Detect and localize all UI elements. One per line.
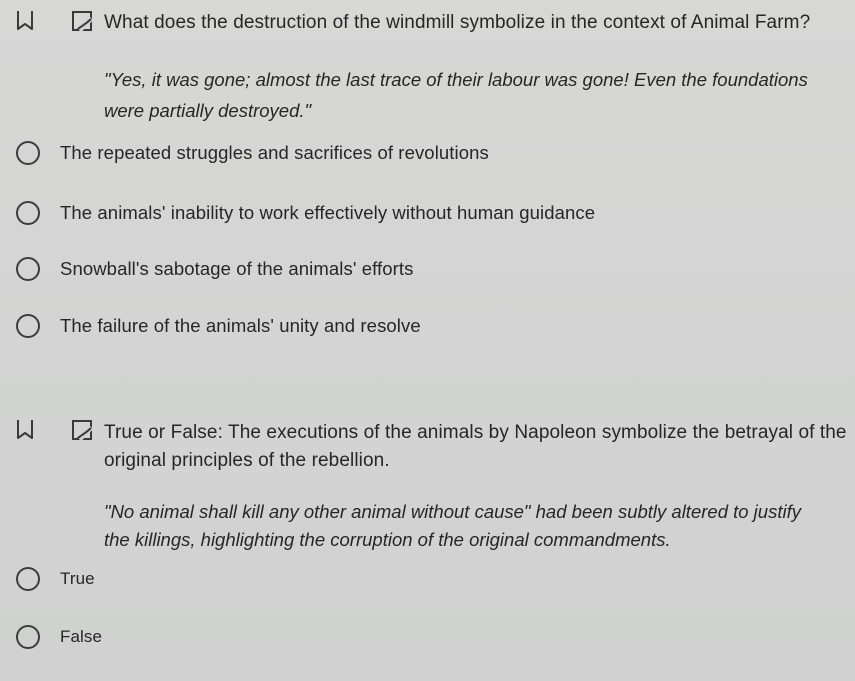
flag-icon[interactable]	[71, 419, 93, 441]
bookmark-icon[interactable]	[16, 10, 34, 30]
option-label: Snowball's sabotage of the animals' efforts	[60, 258, 414, 279]
radio-button[interactable]	[16, 141, 40, 165]
question-2-option-false[interactable]	[16, 625, 102, 649]
question-2	[0, 395, 855, 681]
option-label: The animals' inability to work effectively without human guidance	[60, 202, 596, 223]
question-1-option-2[interactable]	[16, 201, 595, 225]
question-1-option-4[interactable]	[16, 314, 421, 338]
option-label: The failure of the animals' unity and resolve	[60, 315, 421, 336]
question-1-quote-line-2: were partially destroyed."	[104, 100, 312, 121]
bookmark-icon[interactable]	[16, 419, 34, 439]
question-2-option-true[interactable]	[16, 567, 95, 591]
question-1-option-1[interactable]	[16, 141, 489, 165]
radio-button[interactable]	[16, 201, 40, 225]
question-1-option-3[interactable]	[16, 257, 413, 281]
option-label: False	[60, 627, 103, 646]
option-label: True	[60, 569, 95, 588]
radio-button[interactable]	[16, 257, 40, 281]
question-1-prompt: What does the destruction of the windmill symbolize in the context of Animal Farm?	[104, 12, 811, 33]
question-2-prompt-line-1: True or False: The executions of the animals by Napoleon symbolize the betrayal of the	[104, 422, 847, 443]
radio-button[interactable]	[16, 567, 40, 591]
option-label: The repeated struggles and sacrifices of revolutions	[60, 142, 489, 163]
flag-icon[interactable]	[71, 10, 93, 32]
question-2-prompt-line-2: original principles of the rebellion.	[104, 450, 390, 471]
radio-button[interactable]	[16, 625, 40, 649]
radio-button[interactable]	[16, 314, 40, 338]
question-2-quote-line-2: the killings, highlighting the corruption of the original commandments.	[104, 529, 671, 550]
question-1-quote-line-1: "Yes, it was gone; almost the last trace of their labour was gone! Even the foundations	[104, 69, 808, 90]
question-2-quote-line-1: "No animal shall kill any other animal without cause" had been subtly altered to justify	[104, 501, 801, 522]
